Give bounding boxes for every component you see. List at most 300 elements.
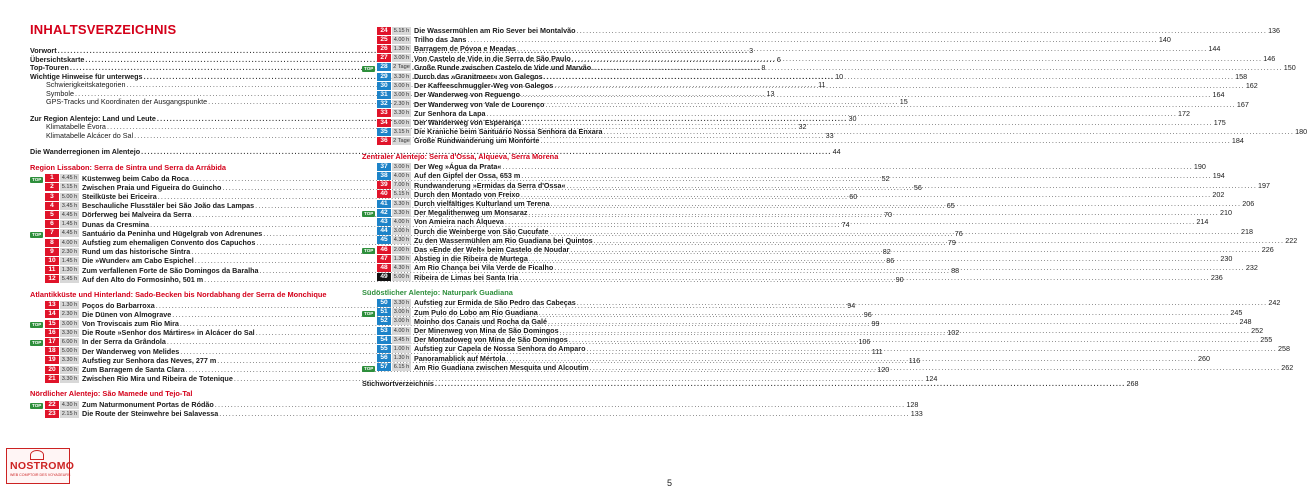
tour-duration: 3.45 h <box>393 336 410 343</box>
leader-dots <box>572 54 1263 63</box>
tour-title: Der Wanderweg von Melides <box>82 346 180 356</box>
tour-entry[interactable] <box>362 62 1296 72</box>
tour-number: 31 <box>377 91 391 99</box>
top-badge-slot <box>30 400 45 409</box>
tour-number: 35 <box>377 128 391 136</box>
tour-entry[interactable] <box>30 409 923 419</box>
tour-page: 262 <box>1281 362 1294 372</box>
tour-number: 21 <box>45 375 59 383</box>
tour-page: 116 <box>908 355 921 365</box>
tour-number: 38 <box>377 172 391 180</box>
top-badge: TOP <box>364 211 374 217</box>
tour-duration: 4.00 h <box>393 36 410 43</box>
tour-duration: 3.30 h <box>61 329 78 336</box>
tour-duration: 4.45 h <box>61 175 78 182</box>
toc-entry-label: Symbole <box>46 88 74 98</box>
tour-duration: 3.45 h <box>61 202 78 209</box>
tour-duration: 5.15 h <box>393 27 410 34</box>
tour-title: Große Runde zwischen Castelo de Vide und Marvão <box>414 62 592 72</box>
leader-dots <box>487 109 1178 118</box>
tour-number: 43 <box>377 218 391 226</box>
tour-duration: 2 Tage <box>393 64 410 71</box>
tour-number: 26 <box>377 45 391 53</box>
tour-title: Der Kaffeeschmuggler-Weg von Galegos <box>414 81 554 91</box>
top-badge: TOP <box>32 176 42 182</box>
tour-duration: 3.30 h <box>61 375 78 382</box>
tour-number: 51 <box>377 308 391 316</box>
tour-duration: 2.30 h <box>393 101 410 108</box>
tour-title: Die Route »Senhor dos Mártires« in Alcácer do Sal <box>82 328 255 338</box>
tour-title: Küstenweg beim Cabo da Roca <box>82 173 190 183</box>
tour-duration: 5.00 h <box>61 348 78 355</box>
tour-page: 260 <box>1198 353 1211 363</box>
toc-entry-page: 44 <box>832 147 841 157</box>
region-heading: Region Lissabon: Serra de Sintra und Serra da Arrábida <box>30 163 227 173</box>
leader-dots <box>529 254 1220 266</box>
tour-title: Aufstieg zur Capela de Nossa Senhora do Amparo <box>414 344 586 354</box>
tour-page: 74 <box>841 219 850 229</box>
toc-entry-label: Klimatabelle Évora <box>46 122 106 132</box>
tour-page: 232 <box>1245 263 1258 273</box>
leader-dots <box>435 380 1126 389</box>
tour-number: 28 <box>377 63 391 71</box>
leader-dots <box>467 35 1158 44</box>
top-badge: TOP <box>32 322 42 328</box>
leader-dots <box>502 162 1193 171</box>
tour-title: Zum Barragem de Santa Clara <box>82 365 185 375</box>
tour-number: 52 <box>377 317 391 325</box>
page-number: 5 <box>666 478 672 488</box>
tour-duration: 3.00 h <box>393 163 410 170</box>
tour-page: 197 <box>1258 180 1271 190</box>
tour-number: 12 <box>45 275 59 283</box>
tour-entry[interactable] <box>362 53 1276 63</box>
toc-entry-page: 30 <box>848 113 857 123</box>
leader-dots <box>567 181 1258 190</box>
tour-title: Abstieg in die Ribeira de Murtega <box>414 254 528 264</box>
tour-duration: 3.30 h <box>61 357 78 364</box>
toc-entry-label: Klimatabelle Alcácer do Sal <box>46 130 134 140</box>
tour-duration: 3.00 h <box>393 228 410 235</box>
toc-entry-page: 33 <box>825 130 834 140</box>
tour-number: 34 <box>377 119 391 127</box>
tour-page: 194 <box>1212 171 1225 181</box>
tour-page: 106 <box>858 337 871 347</box>
tour-number: 56 <box>377 354 391 362</box>
tour-page: 94 <box>847 300 856 310</box>
tour-number: 50 <box>377 299 391 307</box>
leader-dots <box>604 127 1295 136</box>
tour-title: Poços do Barbarroxa <box>82 300 155 310</box>
tour-title: Auf den Alto do Formosinho, 501 m <box>82 274 204 284</box>
tour-title: Santuário da Peninha und Hügelgrab von Adrenunes <box>82 228 263 238</box>
tour-page: 70 <box>884 210 893 220</box>
tour-title: Der Weg »Água da Prata« <box>414 162 502 172</box>
leader-dots <box>506 354 1197 363</box>
top-badge-slot <box>30 229 45 238</box>
tour-number: 44 <box>377 227 391 235</box>
tour-title: Trilho das Jans <box>414 35 467 45</box>
tour-number: 42 <box>377 209 391 217</box>
tour-number: 45 <box>377 236 391 244</box>
tour-number: 32 <box>377 100 391 108</box>
tour-duration: 5.00 h <box>61 193 78 200</box>
tour-page: 248 <box>1239 316 1252 326</box>
tour-page: 190 <box>1193 162 1206 172</box>
tour-title: Aufstieg zur Ermida de São Pedro das Cabeças <box>414 298 576 308</box>
tour-title: Von Amieira nach Álqueva <box>414 217 504 227</box>
leader-dots <box>586 344 1277 353</box>
tour-page: 128 <box>906 400 919 410</box>
tour-page: 144 <box>1208 44 1221 54</box>
tour-page: 175 <box>1213 118 1226 128</box>
tour-page: 226 <box>1261 245 1274 255</box>
top-badge: TOP <box>364 365 374 371</box>
tour-title: Durch vielfältiges Kulturland um Terena <box>414 199 550 209</box>
tour-number: 53 <box>377 327 391 335</box>
tour-duration: 1.30 h <box>61 302 78 309</box>
tour-duration: 4.00 h <box>393 173 410 180</box>
leader-dots <box>569 335 1260 347</box>
tour-title: Dörferweg bei Malveira da Serra <box>82 210 192 220</box>
tour-entry[interactable] <box>362 35 1171 45</box>
region-heading: Nördlicher Alentejo: São Mamede und Tejo-Tal <box>30 389 193 399</box>
tour-number: 57 <box>377 363 391 371</box>
leader-dots <box>505 217 1196 226</box>
leader-dots <box>219 409 910 418</box>
tour-number: 10 <box>45 257 59 265</box>
tour-duration: 4.45 h <box>61 230 78 237</box>
tour-title: Das »Ende der Welt« beim Castelo de Noudar <box>414 245 570 255</box>
tour-number: 40 <box>377 190 391 198</box>
tour-page: 218 <box>1241 226 1254 236</box>
tour-duration: 2.00 h <box>393 246 410 253</box>
tour-number: 29 <box>377 73 391 81</box>
leader-dots <box>592 63 1283 72</box>
tour-number: 7 <box>45 229 59 237</box>
tour-duration: 4.30 h <box>393 237 410 244</box>
tour-page: 88 <box>951 265 960 275</box>
tour-duration: 3.30 h <box>393 73 410 80</box>
leader-dots <box>522 118 1213 127</box>
top-badge-slot <box>30 174 45 183</box>
tour-page: 230 <box>1220 254 1233 264</box>
logo-tagline: WEB COMPTOIR DES VOYAGEURS <box>10 473 71 477</box>
leader-dots <box>215 400 906 409</box>
tour-title: Beschauliche Flusstäler bei São João das Lampas <box>82 201 255 211</box>
tour-title: Barragem de Póvoa e Meadas <box>414 44 516 54</box>
logo-name: NOSTROMO <box>10 460 75 472</box>
tour-title: Am Rio Guadiana zwischen Mesquita und Alcoutim <box>414 362 589 372</box>
tour-duration: 4.00 h <box>393 327 410 334</box>
tour-title: Durch die Weinberge von São Cucufate <box>414 226 549 236</box>
tour-page: 99 <box>871 319 880 329</box>
tour-page: 124 <box>925 374 938 384</box>
tour-duration: 5.45 h <box>61 276 78 283</box>
tour-title: Aufstieg zur Senhora das Neves, 277 m <box>82 355 217 365</box>
tour-page: 206 <box>1242 199 1255 209</box>
tour-duration: 3.00 h <box>393 318 410 325</box>
tour-number: 5 <box>45 211 59 219</box>
page-title: INHALTSVERZEICHNIS <box>30 22 177 37</box>
tour-number: 33 <box>377 109 391 117</box>
tour-number: 24 <box>377 27 391 35</box>
tour-title: Von Troviscais zum Rio Mira <box>82 319 179 329</box>
tour-number: 41 <box>377 200 391 208</box>
tour-duration: 4.30 h <box>393 265 410 272</box>
toc-entry-page: 6 <box>776 54 781 64</box>
toc-entry-label: Vorwort <box>30 46 57 55</box>
tour-number: 16 <box>45 329 59 337</box>
tour-page: 214 <box>1196 217 1209 227</box>
tour-page: 180 <box>1295 127 1307 137</box>
tour-entry[interactable] <box>362 26 1281 35</box>
tour-page: 140 <box>1158 35 1171 45</box>
tour-number: 17 <box>45 338 59 346</box>
toc-entry-page: 15 <box>899 97 908 107</box>
tour-page: 136 <box>1268 26 1281 35</box>
tour-title: Die Dünen von Almograve <box>82 309 172 319</box>
tour-title: Zum verfallenen Forte de São Domingos da Baralha <box>82 265 259 275</box>
leader-dots <box>551 199 1242 211</box>
tour-number: 25 <box>377 36 391 44</box>
tour-number: 47 <box>377 255 391 263</box>
leader-dots <box>570 245 1261 257</box>
tour-title: Ribeira de Limas bei Santa Iria <box>414 272 519 282</box>
tour-page: 202 <box>1212 189 1225 199</box>
tour-number: 9 <box>45 248 59 256</box>
tour-number: 22 <box>45 401 59 409</box>
tour-title: Zur Senhora da Lapa <box>414 108 486 118</box>
tour-page: 146 <box>1263 53 1276 63</box>
tour-duration: 1.45 h <box>61 258 78 265</box>
tour-duration: 6.15 h <box>393 364 410 371</box>
tour-page: 164 <box>1212 90 1225 100</box>
toc-entry-label: Zur Region Alentejo: Land und Leute <box>30 113 156 123</box>
top-badge: TOP <box>364 310 374 316</box>
tour-title: Zum Naturmonument Portas de Ródão <box>82 400 214 410</box>
tour-duration: 5.00 h <box>393 119 410 126</box>
tour-page: 102 <box>947 328 960 338</box>
tour-page: 258 <box>1278 344 1291 354</box>
leader-dots <box>521 171 1212 180</box>
toc-entry-label: Wichtige Hinweise für unterwegs <box>30 71 143 81</box>
tour-title: Durch das »Granitmeer« von Galegos <box>414 72 543 82</box>
tour-number: 20 <box>45 366 59 374</box>
tour-title: Der Wanderweg von Vale de Lourenço <box>414 99 545 109</box>
tour-number: 19 <box>45 356 59 364</box>
tour-page: 65 <box>946 201 955 211</box>
toc-entry-page: 268 <box>1126 379 1139 389</box>
tour-number: 13 <box>45 301 59 309</box>
leader-dots <box>549 227 1240 236</box>
top-badge-slot <box>362 63 377 72</box>
tour-number: 27 <box>377 54 391 62</box>
tour-page: 133 <box>910 409 923 419</box>
tour-duration: 5.15 h <box>61 184 78 191</box>
toc-entry-label: Stichwortverzeichnis <box>362 379 434 389</box>
tour-number: 8 <box>45 239 59 247</box>
tour-duration: 7.00 h <box>393 182 410 189</box>
leader-dots <box>577 26 1268 35</box>
tour-number: 18 <box>45 347 59 355</box>
tour-number: 54 <box>377 336 391 344</box>
leader-dots <box>545 97 1236 109</box>
tour-page: 90 <box>895 274 904 284</box>
tour-page: 76 <box>954 228 963 238</box>
tour-entry[interactable] <box>362 162 1206 172</box>
tour-duration: 5.00 h <box>393 274 410 281</box>
tour-number: 6 <box>45 220 59 228</box>
tour-title: Von Castelo de Vide in die Serra de São Paulo <box>414 53 571 63</box>
tour-title: Zwischen Praia und Figueira do Guincho <box>82 182 222 192</box>
tour-duration: 2.15 h <box>61 410 78 417</box>
tour-title: Der Wanderweg von Reguengo <box>414 90 520 100</box>
tour-number: 4 <box>45 202 59 210</box>
tour-title: Durch den Montado von Freixo <box>414 189 520 199</box>
toc-entry-label: Übersichtskarte <box>30 54 85 64</box>
tour-title: Zum Pulo do Lobo am Rio Guadiana <box>414 307 538 317</box>
tour-duration: 1.30 h <box>393 46 410 52</box>
tour-duration: 3.00 h <box>393 82 410 89</box>
leader-dots <box>517 44 1208 53</box>
leader-dots <box>554 263 1245 272</box>
tour-title: Dunas da Cresmina <box>82 219 150 229</box>
tour-number: 1 <box>45 174 59 182</box>
top-badge-slot <box>362 308 377 317</box>
tour-duration: 2 Tage <box>393 138 410 145</box>
toc-entry-label: Die Wanderregionen im Alentejo <box>30 147 141 157</box>
top-badge: TOP <box>32 231 42 237</box>
region-heading: Atlantikküste und Hinterland: Sado-Becken bis Nordabhang der Serra de Monchique <box>30 290 327 300</box>
tour-number: 23 <box>45 410 59 418</box>
tour-duration: 4.30 h <box>61 401 78 408</box>
tour-duration: 4.00 h <box>393 219 410 226</box>
tour-title: Steilküste bei Ericeira <box>82 192 157 202</box>
toc-entry-page: 3 <box>749 46 754 55</box>
leader-dots <box>590 363 1281 375</box>
leader-dots <box>544 72 1235 81</box>
tour-number: 2 <box>45 183 59 191</box>
toc-entry-label: GPS-Tracks und Koordinaten der Ausgangspunkte <box>46 97 208 107</box>
tour-title: Die Route der Steinwehre bei Salavessa <box>82 409 219 419</box>
region-heading: Zentraler Alentejo: Serra d'Ossa, Alqueva, Serra Morena <box>362 151 559 161</box>
tour-duration: 2.30 h <box>61 248 78 255</box>
tour-duration: 6.00 h <box>61 339 78 346</box>
tour-duration: 4.45 h <box>61 212 78 219</box>
tour-number: 36 <box>377 137 391 145</box>
tour-title: Große Rundwanderung um Monforte <box>414 136 540 146</box>
tour-page: 245 <box>1230 307 1243 317</box>
tour-page: 242 <box>1268 298 1281 308</box>
tour-duration: 1.00 h <box>393 346 410 353</box>
tour-number: 39 <box>377 181 391 189</box>
tour-number: 30 <box>377 82 391 90</box>
tour-page: 120 <box>877 365 890 375</box>
tour-duration: 3.00 h <box>393 55 410 62</box>
tour-page: 255 <box>1260 335 1273 345</box>
leader-dots <box>528 208 1219 220</box>
top-badge: TOP <box>364 65 374 71</box>
tour-entry[interactable] <box>362 136 1244 146</box>
tour-duration: 3.00 h <box>393 309 410 316</box>
tour-duration: 1.30 h <box>393 255 410 262</box>
tour-page: 210 <box>1219 208 1232 218</box>
tour-duration: 1.30 h <box>61 267 78 274</box>
tour-number: 14 <box>45 310 59 318</box>
top-badge: TOP <box>32 340 42 346</box>
tour-number: 49 <box>377 273 391 281</box>
tour-title: Der Megalithenweg um Monsaraz <box>414 208 528 218</box>
top-badge-slot <box>362 208 377 217</box>
top-badge: TOP <box>32 403 42 409</box>
tour-page: 96 <box>863 309 872 319</box>
ship-icon <box>30 450 44 460</box>
tour-duration: 3.15 h <box>393 128 410 135</box>
tour-title: Moinho dos Canais und Rocha da Galé <box>414 316 547 326</box>
tour-number: 37 <box>377 163 391 171</box>
toc-entry-page: 11 <box>818 80 826 90</box>
tour-page: 158 <box>1235 72 1248 82</box>
tour-entry[interactable] <box>362 108 1191 118</box>
tour-title: Am Rio Chança bei Vila Verde de Ficalho <box>414 263 554 273</box>
tour-duration: 4.00 h <box>61 239 78 246</box>
tour-duration: 3.00 h <box>61 366 78 373</box>
toc-entry-label: Top-Touren <box>30 63 69 73</box>
tour-number: 46 <box>377 246 391 254</box>
tour-page: 222 <box>1285 235 1298 245</box>
tour-duration: 3.30 h <box>393 200 410 207</box>
tour-title: Der Minenweg von Mina de São Domingos <box>414 326 559 336</box>
tour-title: In der Serra da Grândola <box>82 337 166 347</box>
top-badge-slot <box>30 319 45 328</box>
tour-page: 60 <box>849 192 858 202</box>
tour-number: 55 <box>377 345 391 353</box>
tour-number: 11 <box>45 266 59 274</box>
tour-duration: 5.15 h <box>393 191 410 198</box>
leader-dots <box>577 298 1268 307</box>
tour-duration: 3.30 h <box>393 300 410 307</box>
tour-entry[interactable] <box>362 90 1225 100</box>
region-heading: Südöstlicher Alentejo: Naturpark Guadiana <box>362 287 513 297</box>
toc-entry-page: 8 <box>761 63 766 73</box>
tour-number: 15 <box>45 320 59 328</box>
tour-title: Zwischen Rio Mira und Ribeira de Totenique <box>82 374 233 384</box>
tour-duration: 3.00 h <box>61 320 78 327</box>
tour-title: Der Montadoweg von Mina de São Domingos <box>414 335 568 345</box>
tour-title: Die Wassermühlen am Rio Sever bei Montalvão <box>414 26 576 35</box>
tour-title: Die »Wunder« am Cabo Espichel <box>82 256 194 266</box>
top-badge-slot <box>30 337 45 346</box>
tour-page: 150 <box>1283 62 1296 72</box>
tour-page: 52 <box>881 173 890 183</box>
leader-dots <box>521 90 1212 99</box>
tour-entry[interactable] <box>362 44 1221 54</box>
tour-page: 82 <box>882 247 891 257</box>
tour-duration: 1.30 h <box>393 355 410 362</box>
top-badge-slot <box>362 363 377 372</box>
tour-entry[interactable] <box>30 400 919 410</box>
tour-title: Rundwanderung »Ermidas da Serra d'Ossa« <box>414 180 566 190</box>
tour-number: 3 <box>45 193 59 201</box>
leader-dots <box>540 136 1231 145</box>
leader-dots <box>521 190 1212 202</box>
tour-title: Die Kraniche beim Santuário Nossa Senhora da Enxara <box>414 127 603 137</box>
tour-duration: 3.00 h <box>393 92 410 99</box>
tour-page: 252 <box>1251 326 1264 336</box>
tour-page: 86 <box>886 256 895 266</box>
tour-page: 56 <box>913 182 922 192</box>
